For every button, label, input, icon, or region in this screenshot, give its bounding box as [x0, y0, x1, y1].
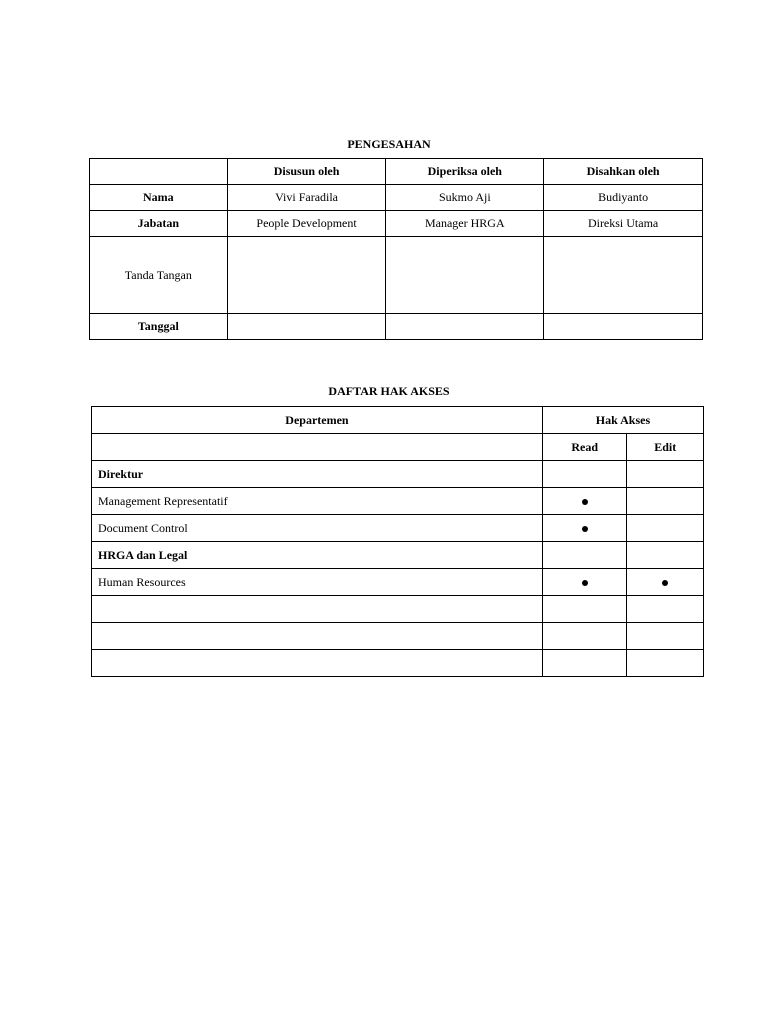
hak-akses-table — [91, 406, 704, 677]
header-disusun-oleh: Disusun oleh — [227, 159, 386, 185]
bullet-icon — [582, 499, 588, 505]
tanggal-diperiksa[interactable] — [386, 314, 544, 340]
read-access-cell — [542, 623, 627, 650]
table-row — [92, 542, 704, 569]
table-row — [92, 515, 704, 542]
table-row — [92, 488, 704, 515]
department-label — [92, 623, 543, 650]
bullet-icon — [662, 580, 668, 586]
label-tanda-tangan: Tanda Tangan — [90, 237, 228, 314]
header-edit: Edit — [627, 434, 704, 461]
table-row — [92, 650, 704, 677]
department-label — [92, 650, 543, 677]
header-disahkan-oleh: Disahkan oleh — [544, 159, 703, 185]
department-label: Document Control — [92, 515, 543, 542]
bullet-icon — [582, 526, 588, 532]
edit-access-cell — [627, 488, 704, 515]
edit-access-cell — [627, 569, 704, 596]
hak-akses-header-row — [92, 407, 704, 434]
read-access-cell — [542, 542, 627, 569]
read-access-cell — [542, 650, 627, 677]
department-group-label: Direktur — [92, 461, 543, 488]
read-access-cell — [542, 461, 627, 488]
edit-access-cell — [627, 461, 704, 488]
signature-disahkan[interactable] — [544, 237, 703, 314]
department-label: Human Resources — [92, 569, 543, 596]
read-access-cell — [542, 488, 627, 515]
row-tanda-tangan — [90, 237, 703, 314]
hak-akses-subheader-row — [92, 434, 704, 461]
hak-akses-body — [92, 461, 704, 677]
jabatan-disahkan: Direksi Utama — [544, 211, 703, 237]
jabatan-disusun: People Development — [227, 211, 386, 237]
header-read: Read — [542, 434, 627, 461]
pengesahan-header-row — [90, 159, 703, 185]
header-hak-akses: Hak Akses — [542, 407, 703, 434]
table-row — [92, 461, 704, 488]
table-row — [92, 596, 704, 623]
jabatan-diperiksa: Manager HRGA — [386, 211, 544, 237]
subheader-empty — [92, 434, 543, 461]
header-departemen: Departemen — [92, 407, 543, 434]
row-nama — [90, 185, 703, 211]
label-jabatan: Jabatan — [90, 211, 228, 237]
pengesahan-title: PENGESAHAN — [347, 137, 431, 151]
header-cell-empty — [90, 159, 228, 185]
row-jabatan — [90, 211, 703, 237]
bullet-icon — [582, 580, 588, 586]
nama-disahkan: Budiyanto — [544, 185, 703, 211]
department-label — [92, 596, 543, 623]
edit-access-cell — [627, 596, 704, 623]
department-group-label: HRGA dan Legal — [92, 542, 543, 569]
tanggal-disusun[interactable] — [227, 314, 386, 340]
read-access-cell — [542, 596, 627, 623]
nama-disusun: Vivi Faradila — [227, 185, 386, 211]
label-nama: Nama — [90, 185, 228, 211]
table-row — [92, 623, 704, 650]
read-access-cell — [542, 569, 627, 596]
row-tanggal — [90, 314, 703, 340]
label-tanggal: Tanggal — [90, 314, 228, 340]
edit-access-cell — [627, 623, 704, 650]
header-diperiksa-oleh: Diperiksa oleh — [386, 159, 544, 185]
signature-diperiksa[interactable] — [386, 237, 544, 314]
edit-access-cell — [627, 515, 704, 542]
department-label: Management Representatif — [92, 488, 543, 515]
pengesahan-table — [89, 158, 703, 340]
tanggal-disahkan[interactable] — [544, 314, 703, 340]
read-access-cell — [542, 515, 627, 542]
edit-access-cell — [627, 542, 704, 569]
nama-diperiksa: Sukmo Aji — [386, 185, 544, 211]
hak-akses-title: DAFTAR HAK AKSES — [328, 384, 450, 398]
table-row — [92, 569, 704, 596]
signature-disusun[interactable] — [227, 237, 386, 314]
edit-access-cell — [627, 650, 704, 677]
